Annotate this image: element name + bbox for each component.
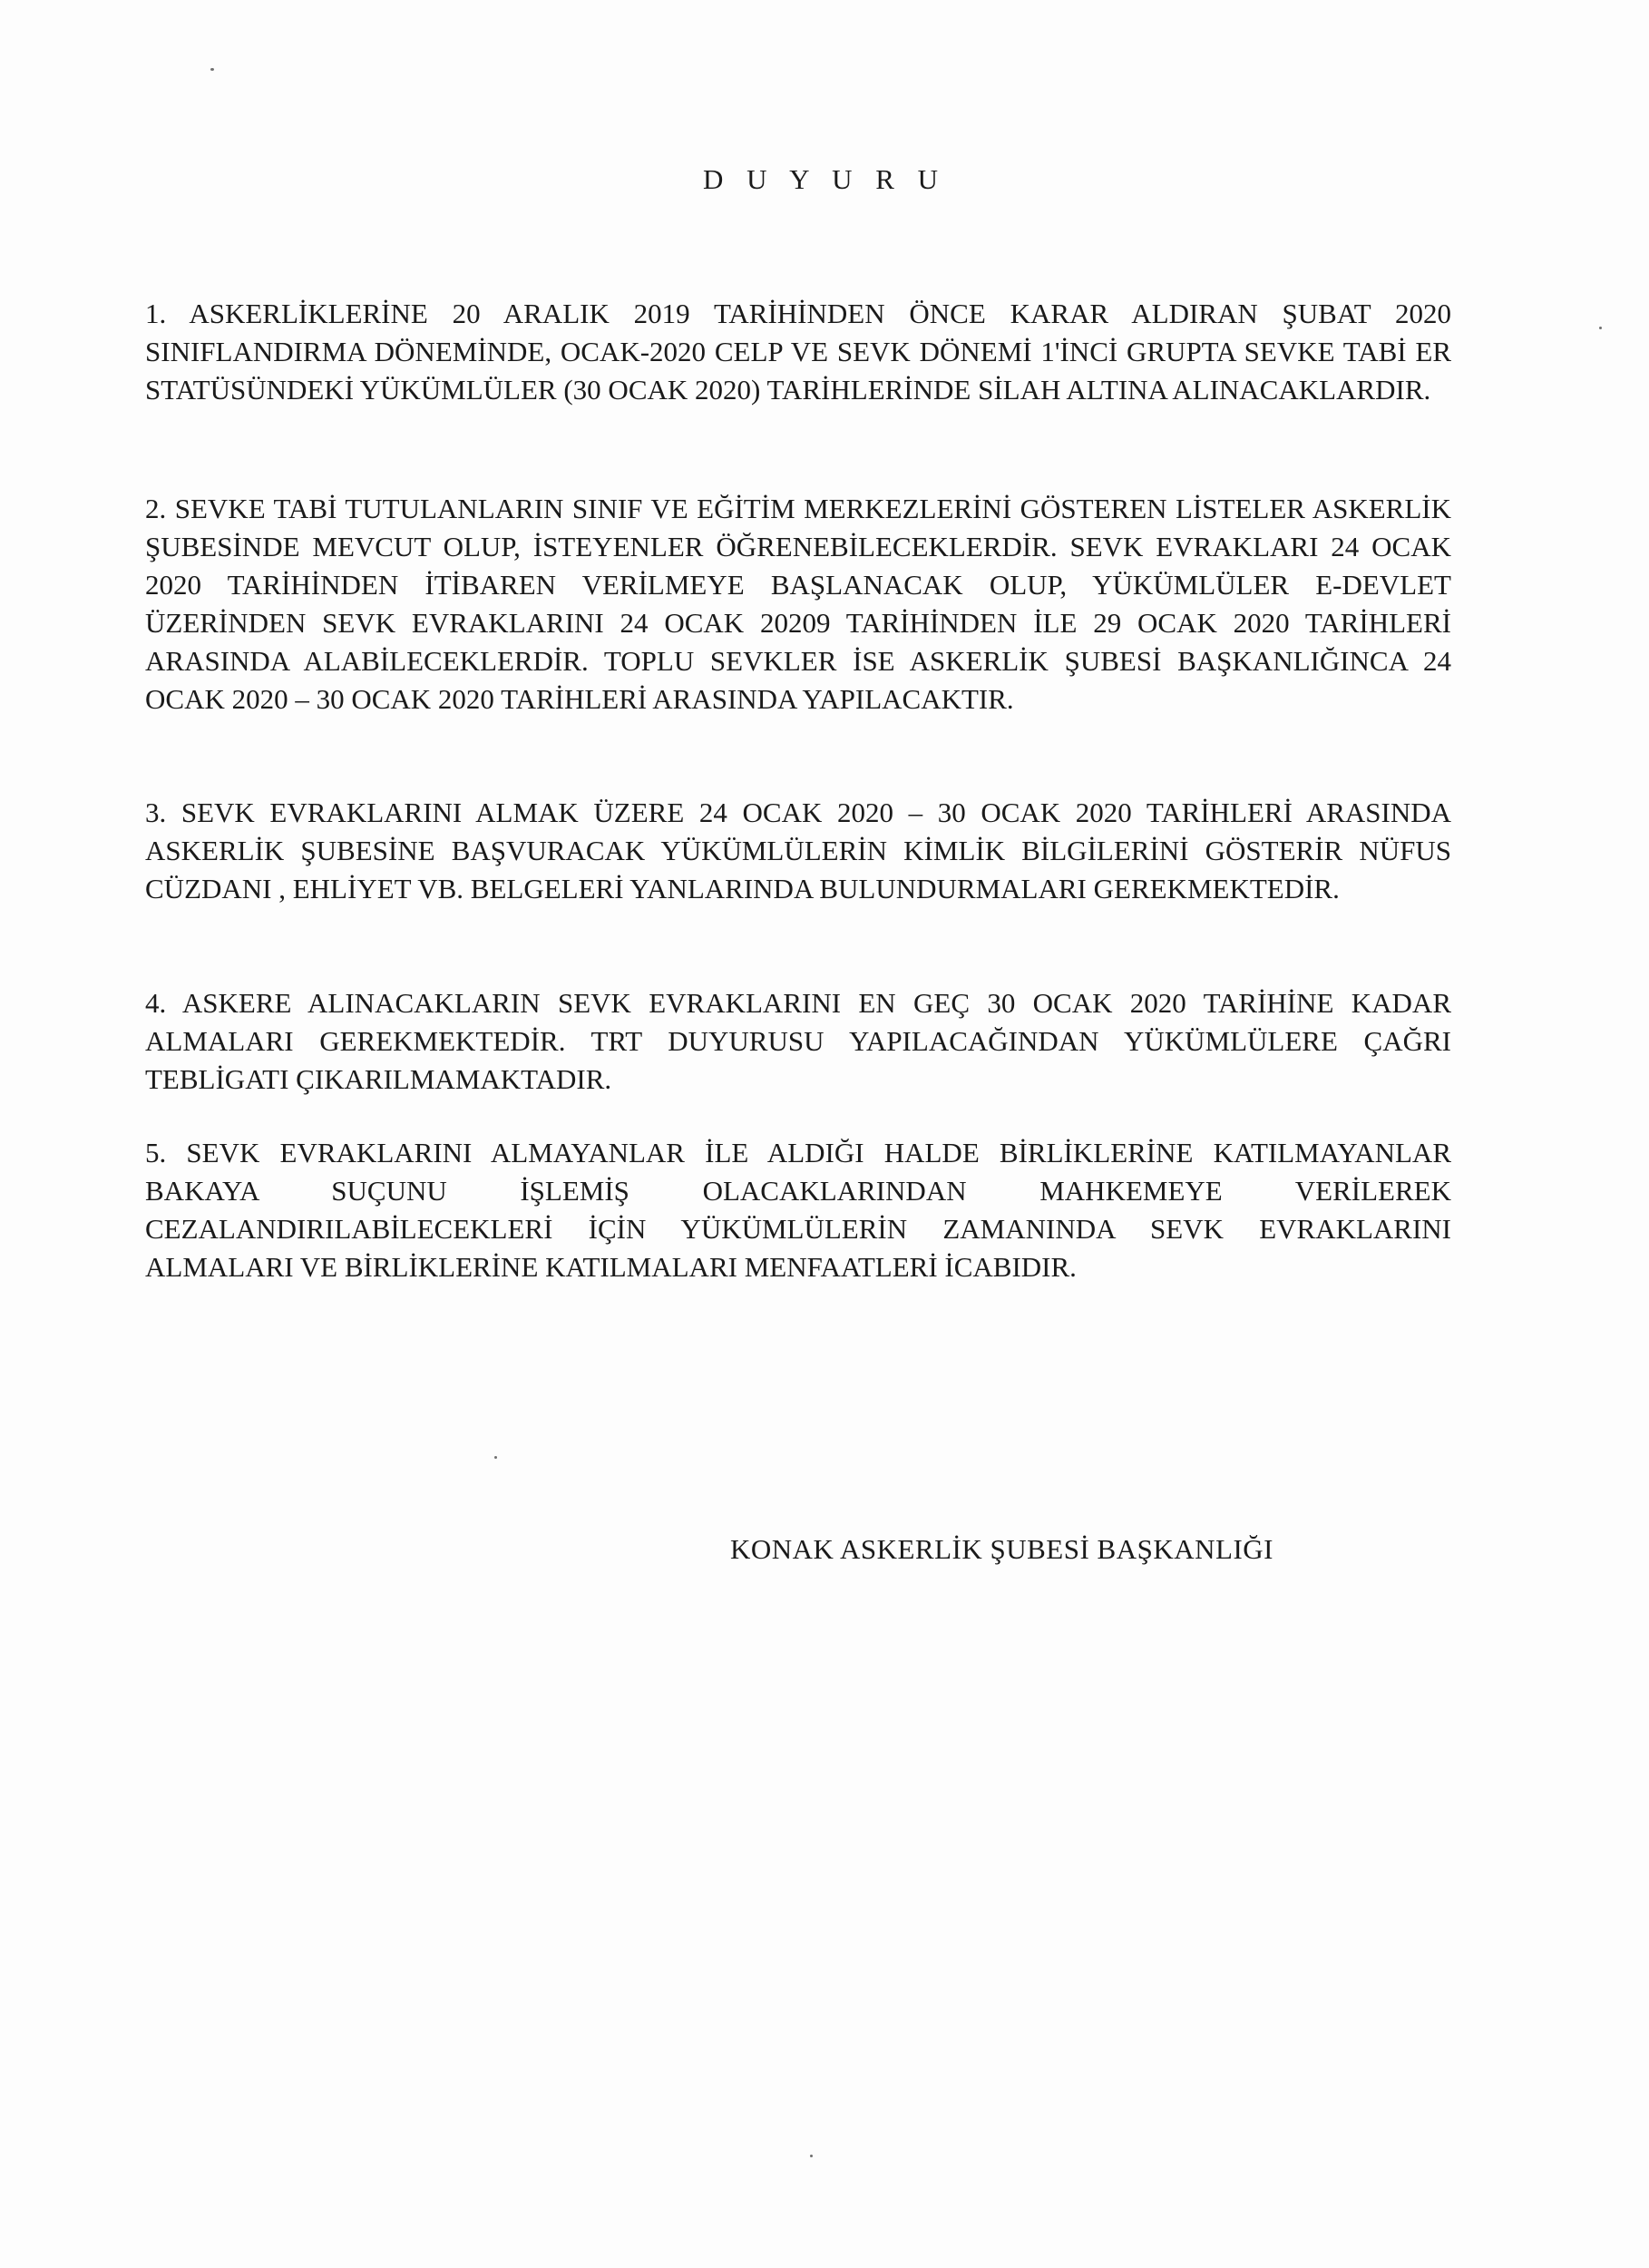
paragraph-1: 1. ASKERLİKLERİNE 20 ARALIK 2019 TARİHİNDEN ÖNCE KARAR ALDIRAN ŞUBAT 2020 SINIFLANDIRMA DÖNEMİNDE, OCAK-2020 CELP VE SEVK DÖNEMİ 1'İNCİ GRUPTA SEVKE TABİ ER STATÜSÜNDEKİ YÜKÜMLÜLER (30 OCAK 2020) TARİHLERİNDE SİLAH ALTINA ALINACAKLARDIR. <box>145 298 1451 406</box>
scan-speck <box>1599 327 1602 329</box>
document-title: D U Y U R U <box>702 163 947 195</box>
paragraph-3: 3. SEVK EVRAKLARINI ALMAK ÜZERE 24 OCAK 2020 – 30 OCAK 2020 TARİHLERİ ARASINDA ASKERLİK ŞUBESİNE BAŞVURACAK YÜKÜMLÜLERİN KİMLİK BİLGİLERİNİ GÖSTERİR NÜFUS CÜZDANI , EHLİYET VB. BELGELERİ YANLARINDA BULUNDURMALARI GEREKMEKTEDİR. <box>145 797 1451 904</box>
scan-speck <box>210 68 214 71</box>
scan-speck <box>494 1456 497 1459</box>
paragraph-5: 5. SEVK EVRAKLARINI ALMAYANLAR İLE ALDIĞI HALDE BİRLİKLERİNE KATILMAYANLAR BAKAYA SUÇUNU İŞLEMİŞ OLACAKLARINDAN MAHKEMEYE VERİLEREK CEZALANDIRILABİLECEKLERİ İÇİN YÜKÜMLÜLERİN ZAMANINDA SEVK EVRAKLARINI ALMALARI VE BİRLİKLERİNE KATILMALARI MENFAATLERİ İCABIDIR. <box>145 1137 1451 1283</box>
paragraph-4: 4. ASKERE ALINACAKLARIN SEVK EVRAKLARINI EN GEÇ 30 OCAK 2020 TARİHİNE KADAR ALMALARI GEREKMEKTEDİR. TRT DUYURUSU YAPILACAĞINDAN YÜKÜMLÜLERE ÇAĞRI TEBLİGATI ÇIKARILMAMAKTADIR. <box>145 987 1451 1095</box>
scan-speck <box>810 2155 813 2157</box>
paragraph-2: 2. SEVKE TABİ TUTULANLARIN SINIF VE EĞİTİM MERKEZLERİNİ GÖSTEREN LİSTELER ASKERLİK ŞUBESİNDE MEVCUT OLUP, İSTEYENLER ÖĞRENEBİLECEKLERDİR. SEVK EVRAKLARI 24 OCAK 2020 TARİHİNDEN İTİBAREN VERİLMEYE BAŞLANACAK OLUP, YÜKÜMLÜLER E-DEVLET ÜZERİNDEN SEVK EVRAKLARINI 24 OCAK 20209 TARİHİNDEN İLE 29 OCAK 2020 TARİHLERİ ARASINDA ALABİLECEKLERDİR. TOPLU SEVKLER İSE ASKERLİK ŞUBESİ BAŞKANLIĞINCA 24 OCAK 2020 – 30 OCAK 2020 TARİHLERİ ARASINDA YAPILACAKTIR. <box>145 493 1451 715</box>
signature-authority: KONAK ASKERLİK ŞUBESİ BAŞKANLIĞI <box>730 1533 1273 1565</box>
